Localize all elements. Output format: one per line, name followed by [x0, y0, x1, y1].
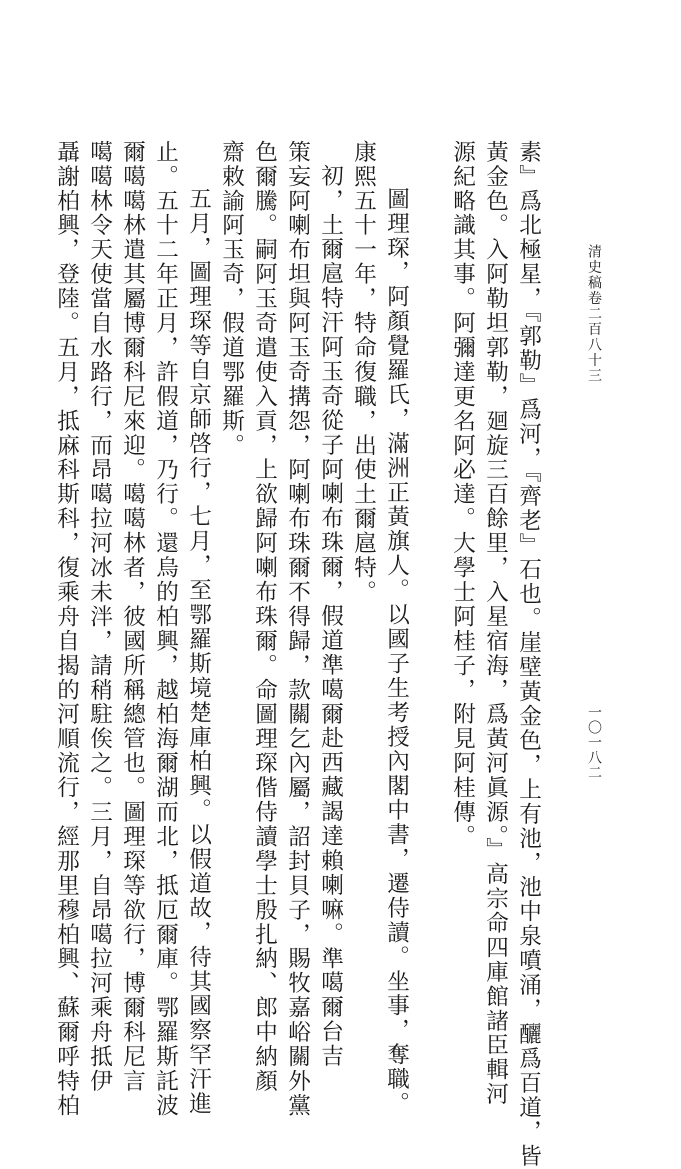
text-column-5: 圖理琛，阿顏覺羅氏，滿洲正黃旗人。以國子生考授內閣中書，遷侍讀。坐事，奪職。 — [383, 187, 410, 1117]
text-column-15: 聶謝柏興，登陸。五月，抵麻科斯科，復乘舟自揭的河順流行，經那里穆柏興、蘇爾呼特柏 — [53, 140, 80, 1118]
text-column-11: 五月，圖理琛等自京師啓行，七月，至鄂羅斯境楚庫柏興。以假道故，待其國察罕汗進 — [185, 187, 212, 1117]
text-column-2: 黃金色。入阿勒坦郭勒，廻旋三百餘里，入星宿海，爲黃河眞源。』高宗命四庫館諸臣輯河 — [482, 140, 509, 1107]
text-column-10: 齋敕諭阿玉奇，假道鄂羅斯。 — [218, 140, 245, 458]
running-header-title: 清史稿卷二百八十三 — [586, 244, 602, 384]
text-column-12: 止。五十二年正月，許假道，乃行。還烏的柏興，越柏海爾湖而北，抵厄爾庫。鄂羅斯託波 — [152, 140, 179, 1118]
header-gutter — [570, 110, 571, 980]
text-column-7: 初，土爾扈特汗阿玉奇從子阿喇布珠爾，假道準噶爾赴西藏謁達賴喇嘛。準噶爾台吉 — [317, 164, 344, 1069]
page-number: 一〇一八二 — [586, 705, 602, 780]
text-column-3: 源紀略識其事。阿彌達更名阿必達。大學士阿桂子，附見阿桂傳。 — [449, 140, 476, 850]
text-column-6: 康熙五十一年，特命復職，出使土爾扈特。 — [350, 140, 377, 605]
text-column-13: 爾噶噶林遣其屬博爾科尼來迎。噶噶林者，彼國所稱總管也。圖理琛等欲行，博爾科尼言 — [119, 140, 146, 1094]
text-column-9: 色爾騰。嗣阿玉奇遣使入貢，上欲歸阿喇布珠爾。命圖理琛偕侍讀學士殷扎納、郎中納顏 — [251, 140, 278, 1094]
text-column-1: 素』爲北極星，『郭勒』爲河，『齊老』石也。崖壁黃金色，上有池，池中泉噴涌，釃爲百道，皆 — [515, 140, 542, 1169]
text-column-14: 噶噶林令天使當自水路行，而昂噶拉河冰未泮，請稍駐俟之。三月，自昂噶拉河乘舟抵伊 — [86, 140, 113, 1094]
text-column-8: 策妄阿喇布坦與阿玉奇搆怨，阿喇布珠爾不得歸，款關乞內屬，詔封貝子，賜牧嘉峪關外黨 — [284, 140, 311, 1118]
